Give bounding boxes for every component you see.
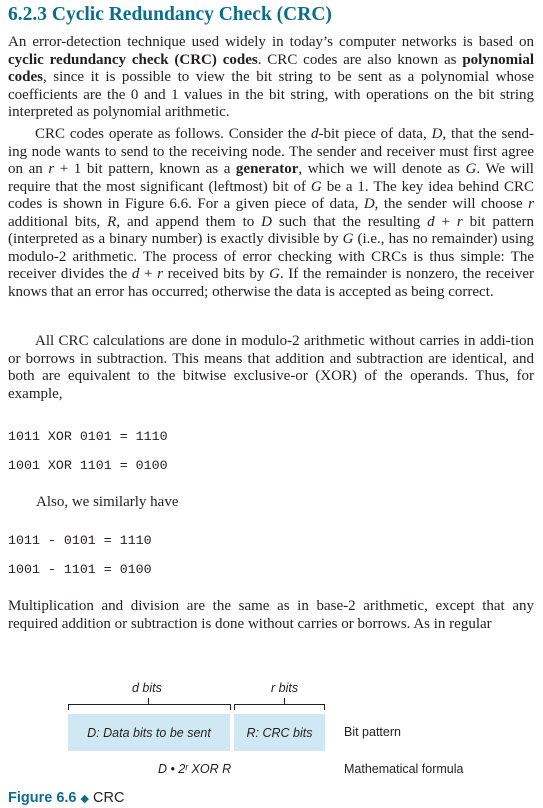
section-number: 6.2.3 <box>8 4 47 25</box>
paragraph-multiplication: Multiplication and division are the same as in base-2 arithmetic, except that any required addition or subtraction is done without carries or borrows. As in regular <box>8 598 534 632</box>
text-run: additional bits, <box>8 213 108 230</box>
r-bits-label <box>271 681 298 695</box>
text-run: , since it is possible to view the bit string to be sent as a polynomial whose coefficients are the 0 and 1 values in the bit string, with operations on the bit string interpreted as polynomial arithmetic. <box>8 69 534 120</box>
text-run: , which we will denote as <box>298 161 466 177</box>
text-run: An error-detection technique used widely in today’s computer networks is based on <box>8 34 534 50</box>
var-d: d <box>131 266 140 282</box>
xor-example-2: 1001 XOR 1101 = 0100 <box>8 458 168 473</box>
section-title: Cyclic Redundancy Check (CRC) <box>51 4 332 25</box>
text-run: CRC codes operate as follows. Consider the <box>35 126 311 142</box>
paragraph-crc-operation <box>8 126 534 301</box>
var-d: d <box>427 213 435 230</box>
var-G: G <box>269 266 280 282</box>
text-run: , and append them to <box>116 213 262 230</box>
r-bits-bracket <box>234 704 325 705</box>
text-run: be a 1. The key idea behind CRC codes is shown in Figure 6.6. For a given piece of data, <box>8 178 534 212</box>
section-heading <box>8 4 332 26</box>
diamond-icon: ◆ <box>80 793 89 805</box>
text-run: . CRC codes are also known as <box>257 51 463 68</box>
text-run: + <box>434 213 457 230</box>
crc-bits-text: R: CRC bits <box>246 725 313 740</box>
data-bits-text: D: Data bits to be sent <box>87 725 211 740</box>
bracket-tick <box>234 704 235 710</box>
figure-number: Figure 6.6 <box>8 790 77 806</box>
figure-caption <box>8 790 124 806</box>
bracket-tick <box>68 704 69 710</box>
var-r: r <box>456 213 463 230</box>
also-text: Also, we similarly have <box>36 494 179 510</box>
math-formula-label: Mathematical formula <box>344 762 464 776</box>
term-generator: generator <box>235 161 299 177</box>
minus-example-2: 1001 - 1101 = 0100 <box>8 562 152 577</box>
text-run: . If the remainder is nonzero, the receiver knows that an error has occurred; otherwise the data is accepted as being correct. <box>8 266 534 300</box>
crc-bits-box <box>234 714 325 751</box>
paragraph-modulo2: All CRC calculations are done in modulo-2 arithmetic without carries in addi-tion or borrows in subtraction. This means that addition and subtraction are identical, and both are equivalent to the bitwise exclusive-or (XOR) of the operands. Thus, for example, <box>8 333 534 402</box>
text-run: bit pattern (interpreted as a binary number) is exactly divisible by <box>8 213 534 247</box>
math-formula-text: D • 2ʳ XOR R <box>158 762 232 776</box>
d-bits-label <box>132 681 162 695</box>
bracket-tick <box>148 698 149 704</box>
d-bits-bracket <box>68 704 231 705</box>
var-d: d <box>310 126 319 142</box>
term-polynomial-codes: polynomial codes <box>8 51 534 85</box>
text-run: + <box>139 266 158 282</box>
term-crc-codes: cyclic redundancy check (CRC) codes <box>8 51 258 68</box>
text-run: (i.e., has no remainder) using modulo-2 arithmetic. The process of error checking with CRCs is thus simple: The receiver divides the <box>8 231 534 282</box>
var-r: r <box>528 196 534 212</box>
var-D: D <box>261 213 272 230</box>
var-G: G <box>465 161 477 177</box>
bracket-tick <box>284 698 285 704</box>
text-run: . We will require that the most significant (leftmost) bit of <box>8 161 534 195</box>
bracket-tick <box>230 704 231 710</box>
text-run: -bit piece of data, <box>318 126 432 142</box>
var-G: G <box>310 178 322 195</box>
var-G: G <box>342 231 354 247</box>
xor-example-1: 1011 XOR 0101 = 1110 <box>8 429 168 444</box>
var-r: r <box>157 266 163 282</box>
var-D: D <box>431 126 443 142</box>
text-run: received bits by <box>163 266 270 282</box>
math-formula <box>158 762 231 776</box>
data-bits-box <box>68 714 230 751</box>
d-bits-text: d bits <box>132 681 162 695</box>
minus-example-1: 1011 - 0101 = 1110 <box>8 533 152 548</box>
var-D: D <box>363 196 375 212</box>
var-r: r <box>48 161 55 177</box>
paragraph-intro <box>8 34 534 122</box>
text-run: , the sender will choose <box>374 196 529 212</box>
figure-caption-text: CRC <box>93 790 125 806</box>
text-run: , that the send-ing node wants to send to the receiving node. The sender and receiver must first agree on an <box>8 126 535 177</box>
figure-6-6 <box>0 670 543 808</box>
text-run: such that the resulting <box>271 213 428 230</box>
bit-pattern-label: Bit pattern <box>344 725 401 739</box>
bracket-tick <box>324 704 325 710</box>
var-R: R <box>107 213 117 230</box>
r-bits-text: r bits <box>271 681 299 695</box>
text-run: + 1 bit pattern, known as a <box>54 161 236 177</box>
